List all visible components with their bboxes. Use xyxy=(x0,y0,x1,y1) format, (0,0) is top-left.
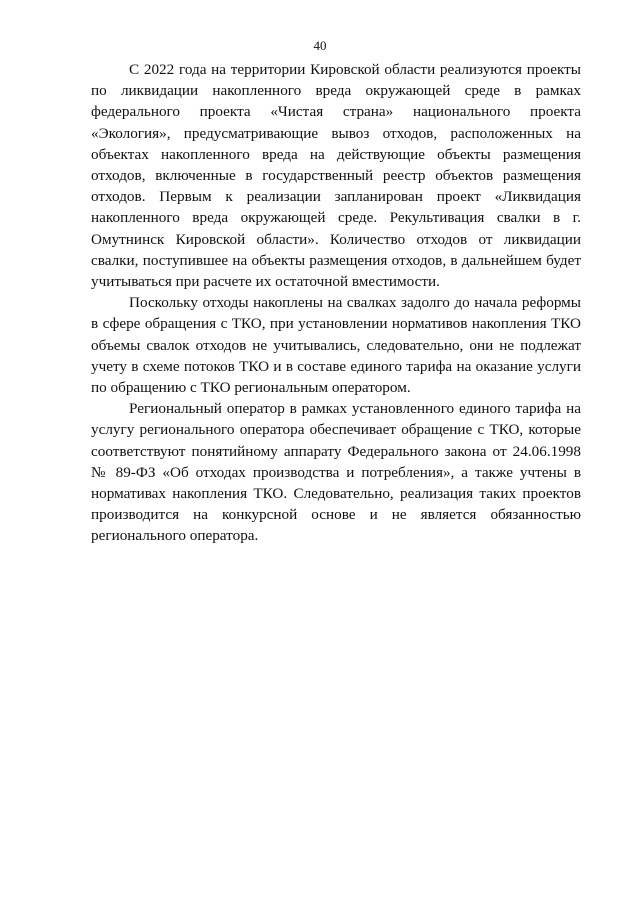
page-number: 40 xyxy=(313,38,327,53)
paragraph-tko-norms: Поскольку отходы накоплены на свалках задолго до начала реформы в сфере обращения с ТКО, при установлении нормативов накопления ТКО объемы свалок отходов не учитывались, следовательно, они не подлежат учету в схеме потоков ТКО и в составе единого тарифа на оказание услуги по обращению с ТКО региональным оператором. xyxy=(91,294,581,397)
document-body xyxy=(91,59,581,547)
paragraph-landfill-projects: С 2022 года на территории Кировской области реализуются проекты по ликвидации накопленного вреда окружающей среде в рамках федерального проекта «Чистая страна» национального проекта «Экология», предусматривающие вывоз отходов, расположенных на объектах накопленного вреда на действующие объекты размещения отходов, включенные в государственный реестр объектов размещения отходов. Первым к реализации запланирован проект «Ликвидация накопленного вреда окружающей среде. Рекультивация свалки в г. Омутнинск Кировской области». Количество отходов от ликвидации свалки, поступившее на объекты размещения отходов, в дальнейшем будет учитываться при расчете их остаточной вместимости. xyxy=(91,61,581,291)
paragraph-regional-operator: Региональный оператор в рамках установленного единого тарифа на услугу регионального оператора обеспечивает обращение с ТКО, которые соответствуют понятийному аппарату Федерального закона от 24.06.1998 № 89-ФЗ «Об отходах производства и потребления», а также учтены в нормативах накопления ТКО. Следовательно, реализация таких проектов производится на конкурсной основе и не является обязанностью регионального оператора. xyxy=(91,400,581,545)
